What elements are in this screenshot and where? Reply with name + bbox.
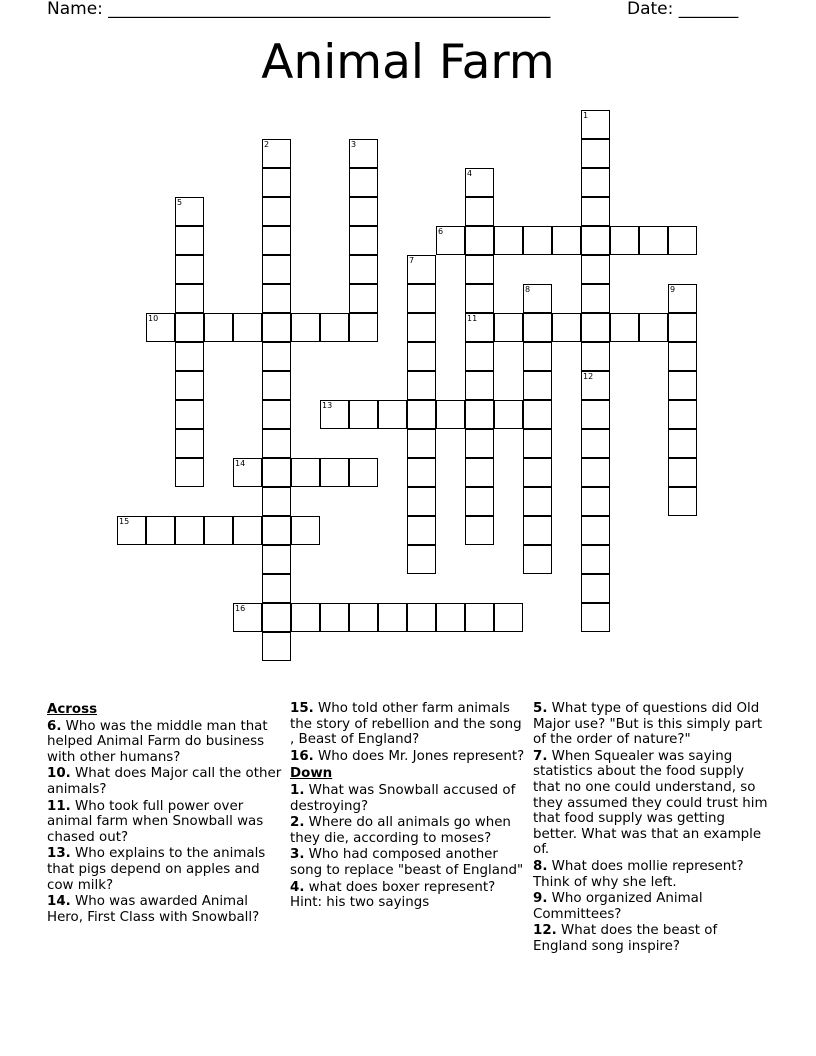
grid-cell[interactable] — [175, 400, 204, 429]
grid-cell[interactable] — [262, 255, 291, 284]
grid-cell[interactable] — [175, 226, 204, 255]
grid-cell[interactable] — [320, 603, 349, 632]
clues-column-3 — [533, 700, 771, 955]
grid-cell[interactable] — [465, 603, 494, 632]
grid-cell[interactable] — [175, 197, 204, 226]
grid-cell[interactable] — [175, 255, 204, 284]
grid-cell[interactable] — [233, 516, 262, 545]
clue-number: 14 — [235, 459, 246, 468]
grid-cell[interactable] — [465, 371, 494, 400]
clue-across-15: 15. Who told other farm animals the story of rebellion and the song , Beast of England? — [290, 701, 522, 748]
page-title: Animal Farm — [261, 35, 555, 90]
grid-cell[interactable] — [581, 603, 610, 632]
grid-cell[interactable] — [175, 458, 204, 487]
grid-cell[interactable] — [668, 487, 697, 516]
grid-cell[interactable] — [639, 313, 668, 342]
grid-cell[interactable] — [465, 284, 494, 313]
clues-column-1 — [47, 700, 285, 925]
grid-cell[interactable] — [407, 458, 436, 487]
grid-cell[interactable] — [262, 574, 291, 603]
grid-cell[interactable] — [262, 632, 291, 661]
grid-cell[interactable] — [581, 458, 610, 487]
clue-number: 2 — [264, 140, 270, 149]
grid-cell[interactable] — [465, 168, 494, 197]
grid-cell[interactable] — [581, 574, 610, 603]
grid-cell[interactable] — [581, 255, 610, 284]
grid-cell[interactable] — [175, 429, 204, 458]
grid-cell[interactable] — [291, 458, 320, 487]
grid-cell[interactable] — [349, 168, 378, 197]
clue-down-3: 3. Who had composed another song to replace "beast of England" — [290, 847, 524, 878]
clue-across-16: 16. Who does Mr. Jones represent? — [290, 748, 525, 764]
grid-cell[interactable] — [436, 400, 465, 429]
clue-across-11: 11. Who took full power over animal farm when Snowball was chased out? — [47, 798, 264, 845]
grid-cell[interactable] — [407, 255, 436, 284]
grid-cell[interactable] — [581, 197, 610, 226]
grid-cell[interactable] — [175, 516, 204, 545]
grid-cell[interactable] — [552, 226, 581, 255]
clue-down-5: 5. What type of questions did Old Major use? "But is this simply part of the order of nature?" — [533, 701, 763, 748]
grid-cell[interactable] — [291, 313, 320, 342]
grid-cell[interactable] — [581, 139, 610, 168]
grid-cell[interactable] — [291, 516, 320, 545]
grid-cell[interactable] — [204, 516, 233, 545]
grid-cell[interactable] — [668, 371, 697, 400]
grid-cell[interactable] — [465, 516, 494, 545]
grid-cell[interactable] — [523, 371, 552, 400]
grid-cell[interactable] — [581, 400, 610, 429]
grid-cell[interactable] — [465, 342, 494, 371]
grid-cell[interactable] — [639, 226, 668, 255]
grid-cell[interactable] — [407, 545, 436, 574]
clue-number: 5 — [177, 198, 183, 207]
grid-cell[interactable] — [175, 284, 204, 313]
grid-cell[interactable] — [523, 400, 552, 429]
grid-cell[interactable] — [581, 342, 610, 371]
grid-cell[interactable] — [465, 313, 494, 342]
grid-cell[interactable] — [349, 226, 378, 255]
grid-cell[interactable] — [523, 458, 552, 487]
clue-across-13: 13. Who explains to the animals that pigs depend on apples and cow milk? — [47, 846, 266, 893]
clue-number: 13 — [322, 401, 333, 410]
grid-cell[interactable] — [610, 313, 639, 342]
grid-cell[interactable] — [523, 342, 552, 371]
grid-cell[interactable] — [581, 516, 610, 545]
clue-down-12: 12. What does the beast of England song inspire? — [533, 923, 718, 954]
grid-cell[interactable] — [262, 400, 291, 429]
grid-cell[interactable] — [494, 313, 523, 342]
grid-cell[interactable] — [465, 255, 494, 284]
grid-cell[interactable] — [581, 284, 610, 313]
grid-cell[interactable] — [320, 458, 349, 487]
grid-cell[interactable] — [262, 168, 291, 197]
clue-number: 6 — [438, 227, 444, 236]
grid-cell[interactable] — [610, 226, 639, 255]
grid-cell[interactable] — [117, 516, 146, 545]
grid-cell[interactable] — [175, 371, 204, 400]
grid-cell[interactable] — [349, 255, 378, 284]
across-heading: Across — [47, 702, 98, 717]
grid-cell[interactable] — [378, 603, 407, 632]
grid-cell[interactable] — [465, 458, 494, 487]
grid-cell[interactable] — [262, 197, 291, 226]
grid-cell[interactable] — [233, 603, 262, 632]
grid-cell[interactable] — [349, 313, 378, 342]
grid-cell[interactable] — [320, 400, 349, 429]
grid-cell[interactable] — [233, 458, 262, 487]
grid-cell[interactable] — [407, 371, 436, 400]
grid-cell[interactable] — [262, 487, 291, 516]
grid-cell[interactable] — [407, 284, 436, 313]
grid-cell[interactable] — [465, 400, 494, 429]
grid-cell[interactable] — [204, 313, 233, 342]
grid-cell[interactable] — [320, 313, 349, 342]
grid-cell[interactable] — [465, 487, 494, 516]
grid-cell[interactable] — [262, 458, 291, 487]
grid-cell[interactable] — [146, 313, 175, 342]
clue-number: 15 — [119, 517, 130, 526]
grid-cell[interactable] — [668, 429, 697, 458]
grid-cell[interactable] — [175, 342, 204, 371]
grid-cell[interactable] — [668, 458, 697, 487]
name-field[interactable]: Name: ____________________________________________________ — [47, 0, 551, 19]
grid-cell[interactable] — [262, 429, 291, 458]
grid-cell[interactable] — [465, 429, 494, 458]
grid-cell[interactable] — [349, 458, 378, 487]
clue-across-14: 14. Who was awarded Animal Hero, First Class with Snowball? — [47, 894, 260, 925]
grid-cell[interactable] — [581, 226, 610, 255]
grid-cell[interactable] — [262, 284, 291, 313]
clue-number: 16 — [235, 604, 246, 613]
grid-cell[interactable] — [523, 284, 552, 313]
grid-cell[interactable] — [552, 313, 581, 342]
grid-cell[interactable] — [262, 603, 291, 632]
grid-cell[interactable] — [407, 516, 436, 545]
grid-cell[interactable] — [465, 226, 494, 255]
clue-down-7: 7. When Squealer was saying statistics about the food supply that no one could understand, so they assumed they could trust him that food supply was getting better. What was that an example of. — [533, 748, 768, 858]
clue-number: 11 — [467, 314, 478, 323]
clue-number: 10 — [148, 314, 159, 323]
grid-cell[interactable] — [581, 429, 610, 458]
grid-cell[interactable] — [349, 197, 378, 226]
grid-cell[interactable] — [668, 400, 697, 429]
grid-cell[interactable] — [262, 139, 291, 168]
grid-cell[interactable] — [262, 516, 291, 545]
grid-cell[interactable] — [407, 487, 436, 516]
grid-cell[interactable] — [436, 226, 465, 255]
grid-cell[interactable] — [407, 342, 436, 371]
grid-cell[interactable] — [494, 226, 523, 255]
clue-across-6: 6. Who was the middle man that helped Animal Farm do business with other humans? — [47, 718, 268, 765]
grid-cell[interactable] — [349, 603, 378, 632]
grid-cell[interactable] — [668, 342, 697, 371]
grid-cell[interactable] — [146, 516, 175, 545]
grid-cell[interactable] — [668, 284, 697, 313]
grid-cell[interactable] — [175, 313, 204, 342]
grid-cell[interactable] — [465, 197, 494, 226]
grid-cell[interactable] — [581, 168, 610, 197]
grid-cell[interactable] — [581, 371, 610, 400]
clue-across-10: 10. What does Major call the other animals? — [47, 766, 282, 797]
clues-column-2 — [290, 700, 528, 911]
grid-cell[interactable] — [262, 313, 291, 342]
grid-cell[interactable] — [581, 313, 610, 342]
grid-cell[interactable] — [407, 429, 436, 458]
grid-cell[interactable] — [523, 516, 552, 545]
date-field[interactable]: Date: _______ — [627, 0, 739, 19]
grid-cell[interactable] — [407, 603, 436, 632]
grid-cell[interactable] — [378, 400, 407, 429]
clue-number: 8 — [525, 285, 531, 294]
grid-cell[interactable] — [494, 400, 523, 429]
grid-cell[interactable] — [233, 313, 262, 342]
grid-cell[interactable] — [407, 313, 436, 342]
grid-cell[interactable] — [523, 545, 552, 574]
grid-cell[interactable] — [494, 603, 523, 632]
clue-number: 7 — [409, 256, 415, 265]
clue-number: 3 — [351, 140, 357, 149]
grid-cell[interactable] — [581, 545, 610, 574]
grid-cell[interactable] — [349, 284, 378, 313]
grid-cell[interactable] — [523, 226, 552, 255]
grid-cell[interactable] — [349, 139, 378, 168]
grid-cell[interactable] — [349, 400, 378, 429]
clue-down-8: 8. What does mollie represent? Think of why she left. — [533, 858, 744, 890]
grid-cell[interactable] — [523, 429, 552, 458]
grid-cell[interactable] — [668, 226, 697, 255]
grid-cell[interactable] — [262, 545, 291, 574]
clue-number: 4 — [467, 169, 473, 178]
grid-cell[interactable] — [262, 226, 291, 255]
clue-down-2: 2. Where do all animals go when they die, according to moses? — [290, 815, 511, 846]
grid-cell[interactable] — [581, 487, 610, 516]
clue-down-9: 9. Who organized Animal Committees? — [533, 891, 703, 922]
grid-cell[interactable] — [407, 400, 436, 429]
down-heading: Down — [290, 766, 333, 782]
clue-number: 1 — [583, 111, 589, 120]
grid-cell[interactable] — [668, 313, 697, 342]
grid-cell[interactable] — [262, 371, 291, 400]
clue-down-1: 1. What was Snowball accused of destroying? — [290, 782, 516, 814]
clue-number: 9 — [670, 285, 676, 294]
clue-number: 12 — [583, 372, 594, 381]
grid-cell[interactable] — [291, 603, 320, 632]
clue-down-4: 4. what does boxer represent? Hint: his two sayings — [290, 879, 496, 911]
grid-cell[interactable] — [262, 342, 291, 371]
grid-cell[interactable] — [523, 313, 552, 342]
grid-cell[interactable] — [581, 110, 610, 139]
grid-cell[interactable] — [523, 487, 552, 516]
grid-cell[interactable] — [436, 603, 465, 632]
